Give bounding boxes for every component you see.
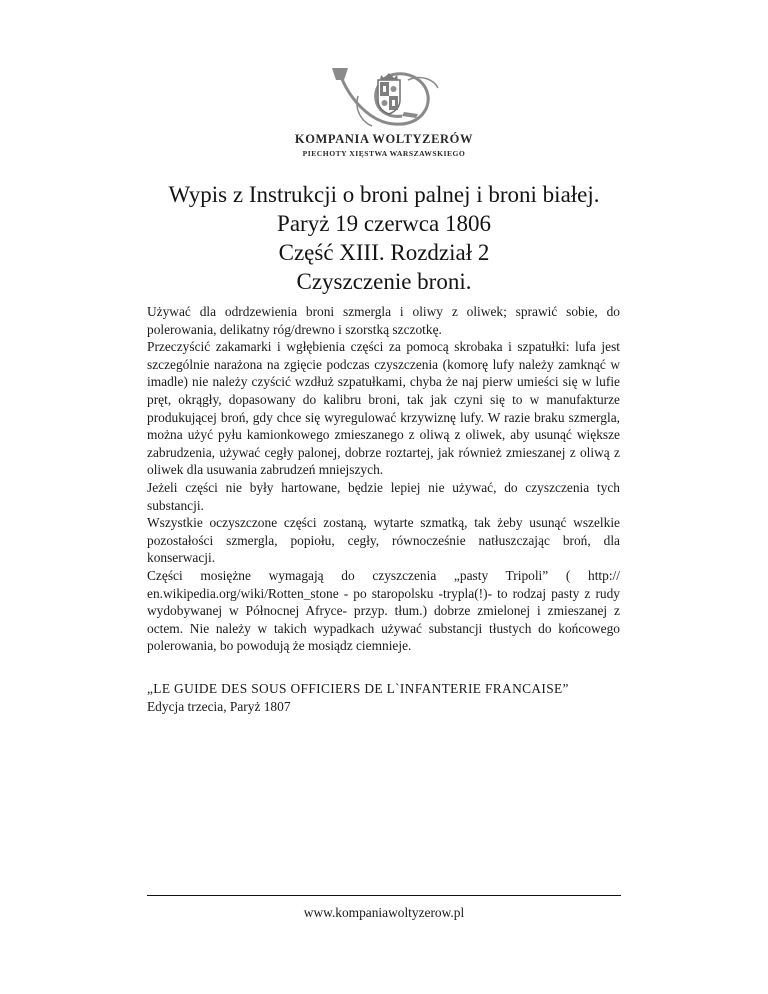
source-edition: Edycja trzecia, Paryż 1807 [147, 698, 291, 714]
footer-url[interactable]: www.kompaniawoltyzerow.pl [303, 905, 465, 920]
brand-subtitle: PIECHOTY XIĘSTWA WARSZAWSKIEGO [302, 149, 466, 158]
paragraph: Przeczyścić zakamarki i wgłębienia części za pomocą skrobaka i szpatułki: lufa jest szczególnie narażona na zgięcie podczas czyszczenia (komorę lufy należy zamknąć w imadle) nie należy czyścić wzdłuż szpatułkami, chyba że naj pierw umieści się w lufie pręt, okrągły, dopasowany do kalibru broni, tak jak czyni się to w manufakturze produkującej broń, gdy chce się wyregulować krzywiznę lufy. W razie braku szmergla, można użyć pyłu kamionkowego zmieszanego z oliwą z oliwek, aby usunąć większe zabrudzenia, używać cegły palonej, dobrze roztartej, jak również zmieszanej z oliwą z oliwek dla usuwania zabrudzeń mniejszych. [147, 339, 620, 478]
document-title [0, 180, 768, 296]
title-date: Paryż 19 czerwca 1806 [277, 211, 491, 236]
title-chapter: Część XIII. Rozdział 2 [278, 240, 490, 265]
source-citation [147, 680, 627, 715]
hunting-horn-coat-of-arms-icon [318, 66, 450, 134]
paragraph: Używać dla odrdzewienia broni szmergla i oliwy z oliwek; sprawić sobie, do polerowania, delikatny róg/drewno i szorstką szczotkę. [147, 304, 620, 337]
body-text [147, 303, 620, 655]
source-title: „LE GUIDE DES SOUS OFFICIERS DE L`INFANTERIE FRANCAISE” [147, 681, 569, 696]
title-line: Wypis z Instrukcji o broni palnej i broni białej. [168, 182, 600, 207]
paragraph: Części mosiężne wymagają do czyszczenia „pasty Tripoli” ( http:// en.wikipedia.org/wiki/Rotten_stone - po staropolsku -trypla(!)- to rodzaj pasty z rudy wydobywanej w Północnej Afryce- przyp. tłum.) dobrze zmielonej i zmieszanej z octem. Nie należy w takich wypadkach używać substancji tłustych do końcowego polerowania, bo powodują że mosiądz ciemnieje. [147, 567, 620, 654]
title-subject: Czyszczenie broni. [296, 269, 472, 294]
paragraph: Wszystkie oczyszczone części zostaną, wytarte szmatką, tak żeby usunąć wszelkie pozostałości szmergla, popiołu, cegły, równocześnie natłuszczając broń, dla konserwacji. [147, 515, 620, 566]
brand-name: KOMPANIA WOLTYZERÓW [294, 132, 474, 146]
paragraph: Jeżeli części nie były hartowane, będzie lepiej nie używać, do czyszczenia tych substancji. [147, 479, 620, 513]
footer-divider [147, 895, 621, 896]
